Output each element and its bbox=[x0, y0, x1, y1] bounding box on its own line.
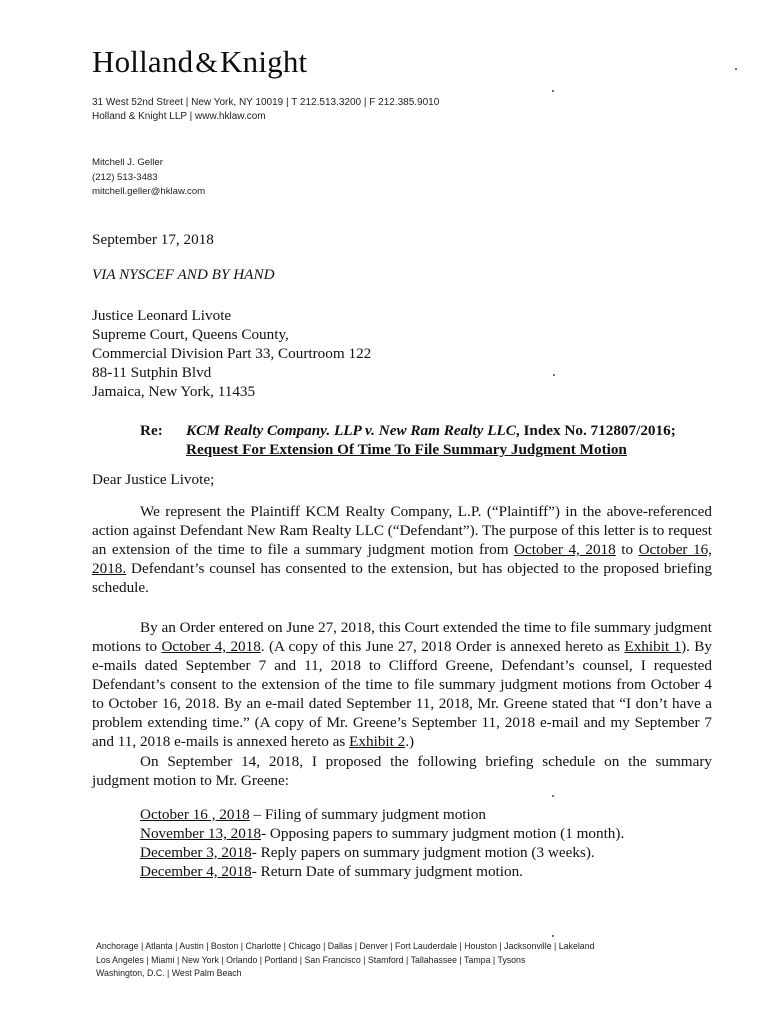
firm-logo bbox=[92, 44, 307, 80]
footer-line: Washington, D.C. | West Palm Beach bbox=[96, 968, 242, 978]
scan-speck bbox=[552, 935, 554, 937]
firm-name-ampersand: & bbox=[195, 47, 219, 79]
recipient-address bbox=[92, 306, 371, 401]
footer-line: Anchorage | Atlanta | Austin | Boston | Charlotte | Chicago | Dallas | Denver | Fort Lauderdale | Houston | Jacksonville | Lakeland bbox=[96, 941, 595, 951]
case-index: , Index No. 712807/2016; bbox=[515, 422, 676, 439]
schedule-date: October 16 , 2018 bbox=[140, 806, 250, 823]
schedule-item bbox=[140, 805, 624, 824]
footer-line: Los Angeles | Miami | New York | Orlando | Portland | San Francisco | Stamford | Tallahassee | Tampa | Tysons bbox=[96, 954, 526, 965]
paragraph-text: Defendant’s counsel has consented to the extension, but has objected to the proposed briefing schedule. bbox=[92, 560, 712, 596]
scan-speck bbox=[552, 795, 554, 797]
paragraph-text: . (A copy of this June 27, 2018 Order is annexed hereto as bbox=[260, 638, 625, 655]
paragraph-text: By an Order entered on June 27, 2018, this Court extended the time to file summary judgment motions to bbox=[92, 619, 712, 655]
schedule-text: – Filing of summary judgment motion bbox=[249, 806, 486, 823]
sender-phone: (212) 513-3483 bbox=[92, 171, 158, 183]
case-name: KCM Realty Company. LLP v. New Ram Realty LLC bbox=[186, 422, 516, 439]
paragraph-text: ). By e-mails dated September 7 and 11, 2018 to Clifford Greene, Defendant’s counsel, I requested Defendant’s consent to the extension of the time to file summary judgment motions from October 4 to October 16, 2018. By an e-mail dated September 11, 2018, Mr. Greene stated that “I don’t have a problem extending time.” (A copy of Mr. Greene’s September 11, 2018 e-mail and my September 7 and 11, 2018 e-mails is annexed hereto as bbox=[92, 638, 713, 750]
firm-address-block bbox=[92, 96, 439, 124]
recipient-name: Justice Leonard Livote bbox=[92, 307, 232, 324]
date-from: October 4, 2018 bbox=[514, 541, 616, 558]
schedule-item bbox=[140, 824, 624, 843]
firm-name-part2: Knight bbox=[220, 44, 308, 79]
paragraph-1 bbox=[92, 502, 712, 597]
paragraph-text: to bbox=[615, 541, 639, 558]
re-case-line bbox=[186, 421, 676, 440]
delivery-method: VIA NYSCEF AND BY HAND bbox=[92, 266, 275, 283]
firm-website-line: Holland & Knight LLP | www.hklaw.com bbox=[92, 111, 266, 122]
recipient-court: Supreme Court, Queens County, bbox=[92, 326, 289, 343]
letter-date: September 17, 2018 bbox=[92, 231, 214, 248]
deadline-date: October 4, 2018 bbox=[161, 638, 261, 655]
paragraph-text: We represent the Plaintiff KCM Realty Company, L.P. (“Plaintiff”) in the above-referenced action against Defendant New Ram Realty LLC (“Defendant”). The purpose of this letter is to request an extension of the time to file a summary judgment motion from bbox=[92, 503, 712, 558]
schedule-text: - Reply papers on summary judgment motion (3 weeks). bbox=[251, 844, 595, 861]
scan-speck bbox=[735, 68, 737, 70]
sender-email: mitchell.geller@hklaw.com bbox=[92, 186, 206, 197]
paragraph-2 bbox=[92, 618, 712, 751]
paragraph-3: On September 14, 2018, I proposed the following briefing schedule on the summary judgment motion to Mr. Greene: bbox=[92, 753, 712, 789]
schedule-item bbox=[140, 843, 624, 862]
re-label: Re: bbox=[140, 422, 163, 439]
recipient-street: 88-11 Sutphin Blvd bbox=[92, 364, 212, 381]
firm-name-part1: Holland bbox=[92, 44, 194, 79]
re-block bbox=[186, 421, 676, 459]
salutation: Dear Justice Livote; bbox=[92, 471, 215, 488]
schedule-date: December 3, 2018 bbox=[140, 844, 252, 861]
re-subject: Request For Extension Of Time To File Summary Judgment Motion bbox=[186, 441, 627, 458]
paragraph-text: .) bbox=[405, 733, 415, 750]
sender-block bbox=[92, 156, 205, 200]
office-locations-footer bbox=[96, 940, 594, 981]
briefing-schedule bbox=[140, 805, 624, 881]
recipient-division: Commercial Division Part 33, Courtroom 122 bbox=[92, 345, 372, 362]
exhibit-1-reference: Exhibit 1 bbox=[624, 638, 682, 655]
recipient-city: Jamaica, New York, 11435 bbox=[92, 383, 256, 400]
firm-address-line: 31 West 52nd Street | New York, NY 10019 | T 212.513.3200 | F 212.385.9010 bbox=[92, 97, 440, 108]
schedule-date: December 4, 2018 bbox=[140, 863, 252, 880]
schedule-date: November 13, 2018 bbox=[140, 825, 262, 842]
schedule-item bbox=[140, 862, 624, 881]
sender-name: Mitchell J. Geller bbox=[92, 157, 163, 168]
scan-speck bbox=[553, 374, 555, 376]
schedule-text: - Return Date of summary judgment motion. bbox=[251, 863, 523, 880]
scan-speck bbox=[552, 90, 554, 92]
date-to: October 16, 2018. bbox=[92, 541, 712, 577]
exhibit-2-reference: Exhibit 2 bbox=[349, 733, 406, 750]
schedule-text: - Opposing papers to summary judgment motion (1 month). bbox=[261, 825, 625, 842]
